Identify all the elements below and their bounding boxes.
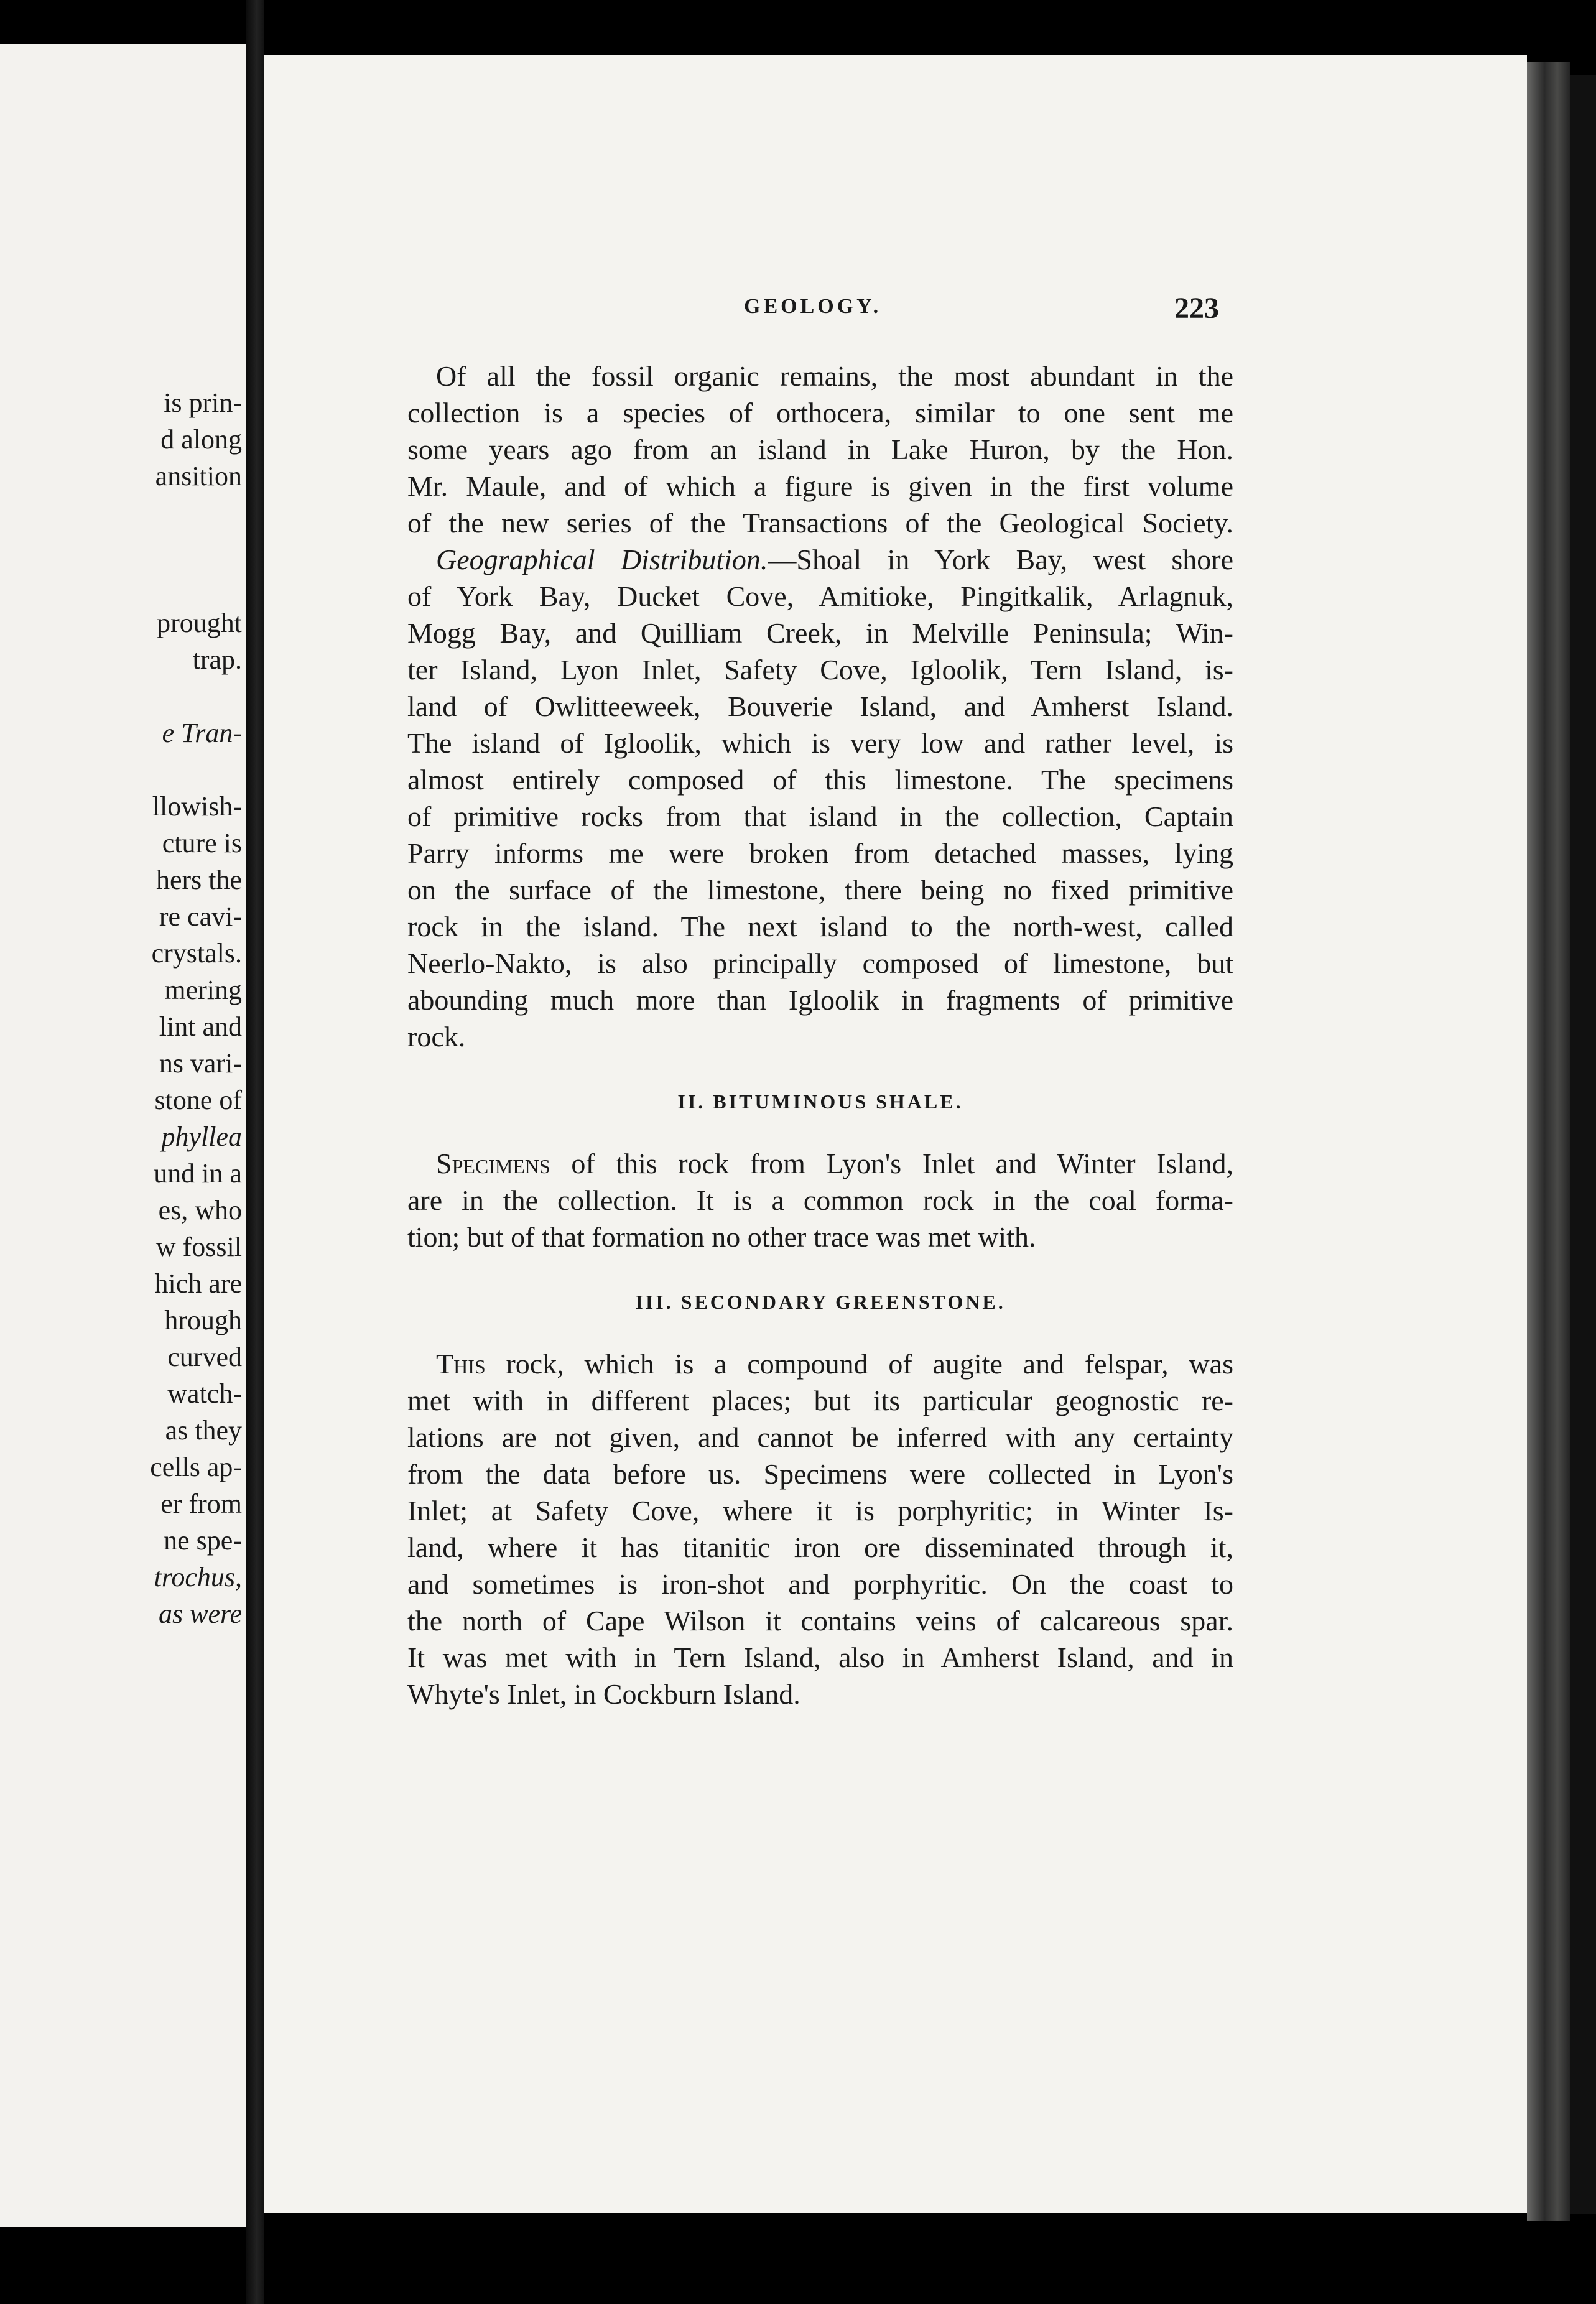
- text-line: land, where it has titanitic iron ore disseminated through it,: [407, 1531, 1233, 1563]
- section-heading: II. BITUMINOUS SHALE.: [677, 1090, 963, 1113]
- left-facing-page: [0, 44, 246, 2227]
- main-text-column: [407, 358, 1233, 1712]
- text-line: almost entirely composed of this limestone. The specimens: [407, 764, 1233, 796]
- left-line: prought: [157, 608, 242, 638]
- left-line: hrough: [164, 1305, 242, 1335]
- running-head: GEOLOGY.: [744, 295, 882, 318]
- left-line: lint and: [159, 1011, 242, 1042]
- text-line: of the new series of the Transactions of the Geological Society.: [407, 507, 1233, 539]
- text-line: and sometimes is iron-shot and porphyritic. On the coast to: [407, 1568, 1233, 1600]
- left-line: mering: [164, 975, 242, 1005]
- left-line: llowish-: [152, 791, 242, 822]
- text-line: Parry informs me were broken from detached masses, lying: [407, 837, 1233, 869]
- text-line: lations are not given, and cannot be inferred with any certainty: [407, 1421, 1233, 1453]
- text-line: collection is a species of orthocera, similar to one sent me: [407, 397, 1233, 429]
- text-line: Neerlo-Nakto, is also principally composed of limestone, but: [407, 947, 1233, 979]
- left-line: ns vari-: [159, 1048, 242, 1079]
- text-line: of primitive rocks from that island in the collection, Captain: [407, 801, 1233, 832]
- left-line: er from: [160, 1489, 242, 1519]
- page-number: 223: [1174, 292, 1219, 325]
- section-heading: III. SECONDARY GREENSTONE.: [635, 1291, 1006, 1313]
- lead-word: This: [436, 1348, 486, 1380]
- left-line: watch-: [167, 1378, 242, 1409]
- text-line: on the surface of the limestone, there being no fixed primitive: [407, 874, 1233, 906]
- left-line: re cavi-: [159, 901, 242, 932]
- text-line: Mogg Bay, and Quilliam Creek, in Melville Peninsula; Win-: [407, 617, 1233, 649]
- left-line: as were: [158, 1599, 242, 1629]
- left-line: es, who: [158, 1195, 242, 1225]
- text-line: rock in the island. The next island to the north-west, called: [407, 911, 1233, 942]
- text-line: are in the collection. It is a common rock in the coal forma-: [407, 1184, 1233, 1216]
- left-line: is prin-: [164, 388, 242, 418]
- scan-border: [1570, 75, 1596, 2214]
- left-line: curved: [167, 1342, 242, 1372]
- text-line: Mr. Maule, and of which a figure is given in the first volume: [407, 470, 1233, 502]
- left-line: d along: [160, 424, 242, 455]
- text-line: rock.: [407, 1021, 466, 1052]
- text-line: from the data before us. Specimens were collected in Lyon's: [407, 1458, 1233, 1490]
- text-line: Of all the fossil organic remains, the most abundant in the: [436, 360, 1233, 392]
- text-line: of York Bay, Ducket Cove, Amitioke, Pingitkalik, Arlagnuk,: [407, 580, 1233, 612]
- left-line: as they: [165, 1415, 242, 1446]
- left-line: crystals.: [151, 938, 242, 969]
- left-line: ne spe-: [164, 1525, 242, 1556]
- lead-word: Specimens: [436, 1148, 550, 1179]
- text-line: met with in different places; but its particular geognostic re-: [407, 1385, 1233, 1416]
- left-line: und in a: [154, 1158, 242, 1189]
- text-line: some years ago from an island in Lake Huron, by the Hon.: [407, 434, 1233, 465]
- left-line: trochus,: [154, 1562, 242, 1592]
- left-line: cture is: [162, 828, 242, 858]
- left-line: phyllea: [161, 1122, 242, 1152]
- text-line: The island of Igloolik, which is very low and rather level, is: [407, 727, 1233, 759]
- text-line: Inlet; at Safety Cove, where it is porphyritic; in Winter Is-: [407, 1495, 1233, 1526]
- text-line: the north of Cape Wilson it contains veins of calcareous spar.: [407, 1605, 1233, 1637]
- section-3-first-line: This rock, which is a compound of augite and felspar, was: [436, 1348, 1233, 1380]
- distribution-label: Geographical Distribution.: [436, 544, 768, 575]
- text-line: ter Island, Lyon Inlet, Safety Cove, Igloolik, Tern Island, is-: [407, 654, 1233, 685]
- distribution-first-line: Geographical Distribution.—Shoal in York Bay, west shore: [436, 544, 1233, 575]
- left-line: w fossil: [155, 1232, 242, 1262]
- section-2-first-line: Specimens of this rock from Lyon's Inlet and Winter Island,: [436, 1148, 1233, 1179]
- book-gutter: [246, 0, 264, 2304]
- left-page-text-column: [18, 384, 242, 1632]
- text-line: tion; but of that formation no other trace was met with.: [407, 1221, 1036, 1253]
- left-line: trap.: [192, 644, 242, 675]
- left-line: e Tran-: [162, 718, 242, 748]
- left-line: hers the: [155, 865, 242, 895]
- left-line: cells ap-: [150, 1452, 242, 1482]
- page-fore-edge: [1527, 62, 1570, 2221]
- left-line: ansition: [155, 461, 242, 491]
- text-line: abounding much more than Igloolik in fragments of primitive: [407, 984, 1233, 1016]
- text-line: land of Owlitteeweek, Bouverie Island, and Amherst Island.: [407, 690, 1233, 722]
- left-line: stone of: [154, 1085, 242, 1115]
- text-line: Whyte's Inlet, in Cockburn Island.: [407, 1678, 800, 1710]
- text-line: It was met with in Tern Island, also in Amherst Island, and in: [407, 1642, 1233, 1673]
- left-line: hich are: [154, 1268, 242, 1299]
